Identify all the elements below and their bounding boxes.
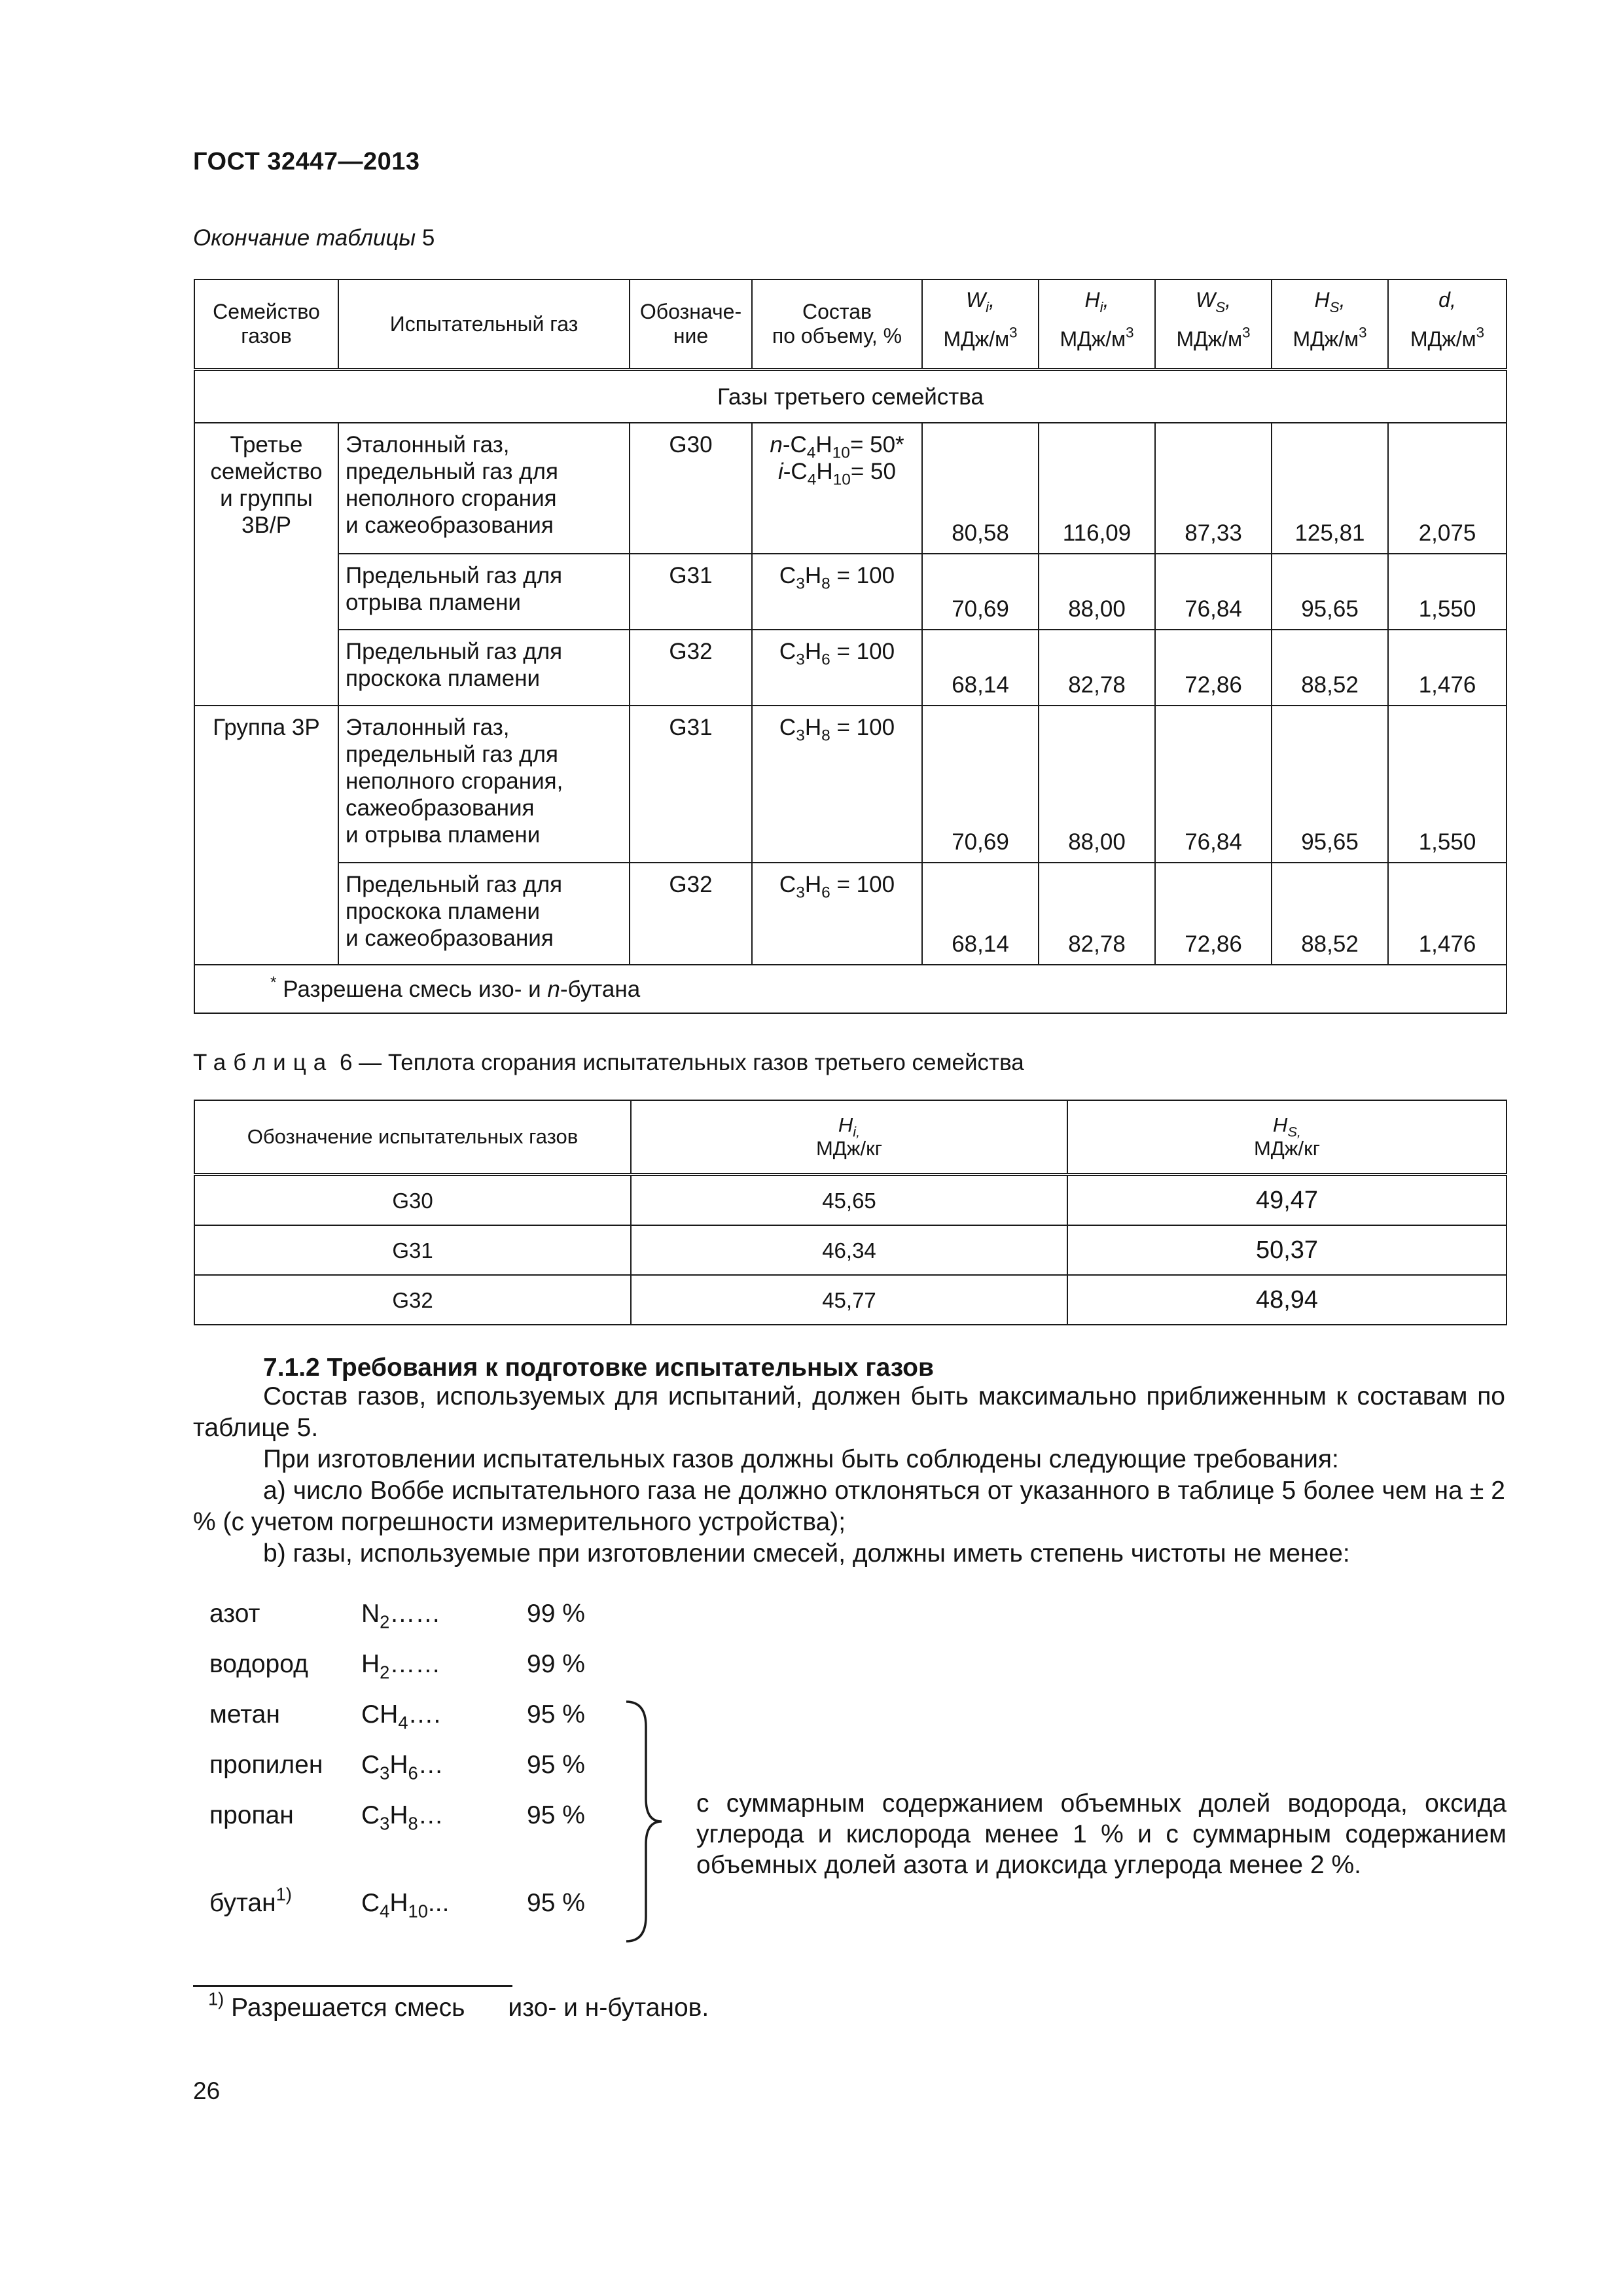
table5-value-cell: 72,86: [1155, 630, 1272, 706]
table-row: [194, 554, 1507, 630]
purity-name: пропан: [209, 1801, 294, 1829]
table5-code-cell: G32: [630, 630, 752, 706]
table-row: [194, 1275, 1507, 1325]
table5-value-cell: 1,550: [1388, 706, 1507, 863]
table5-value-cell: 1,476: [1388, 630, 1507, 706]
table6-header-hi: $H_{i,}$ МДж/кг: [631, 1100, 1067, 1175]
table5-header-hi: $H_i$, МДж/$м^3$: [1039, 279, 1155, 370]
table5-comp-cell: $C_3H_8 = 100$: [752, 554, 922, 630]
table5-caption-number: 5: [416, 225, 435, 251]
table-row: [194, 706, 1507, 863]
table-row: [194, 630, 1507, 706]
table5-gas-cell: Эталонный газ, предельный газ для неполного сгорания, сажеобразования и отрыва пламени: [338, 706, 630, 863]
table5-gas-cell: Предельный газ для проскока пламени и сажеобразования: [338, 863, 630, 965]
table5-section-row: [194, 370, 1507, 423]
purity-value: 95 %: [527, 1889, 585, 1917]
table6-code-cell: G32: [194, 1275, 631, 1325]
table5-footnote: * Разрешена смесь изо- и n-бутана: [194, 965, 1507, 1013]
table5-header-d: d, МДж/$м^3$: [1388, 279, 1507, 370]
table6-caption-label: Таблица: [193, 1050, 334, 1075]
purity-value: 95 %: [527, 1751, 585, 1779]
table5-value-cell: 116,09: [1039, 423, 1155, 554]
curly-brace-icon: [625, 1700, 664, 1943]
table6-caption: [193, 1050, 1024, 1076]
table5-gas-cell: Предельный газ для отрыва пламени: [338, 554, 630, 630]
document-header: ГОСТ 32447—2013: [193, 148, 420, 175]
table5-value-cell: 1,550: [1388, 554, 1507, 630]
table6-hi-cell: 46,34: [631, 1225, 1067, 1275]
table5-value-cell: 95,65: [1272, 554, 1388, 630]
table5-value-cell: 125,81: [1272, 423, 1388, 554]
table6-hs-cell: 49,47: [1067, 1175, 1507, 1226]
table5-value-cell: 76,84: [1155, 554, 1272, 630]
table-row: [194, 1175, 1507, 1226]
table6-hi-cell: 45,77: [631, 1275, 1067, 1325]
purity-value: 95 %: [527, 1801, 585, 1829]
table6-hs-cell: 48,94: [1067, 1275, 1507, 1325]
table6-code-cell: G30: [194, 1175, 631, 1226]
table5-header-code: Обозначе- ние: [630, 279, 752, 370]
table5-caption: [193, 225, 435, 251]
paragraph-purity: b) газы, используемые при изготовлении смесей, должны иметь степень чистоты не менее:: [263, 1539, 1350, 1568]
purity-name: бутан$^{1)}$: [209, 1884, 292, 1917]
table5-value-cell: 2,075: [1388, 423, 1507, 554]
table5-value-cell: 68,14: [922, 863, 1039, 965]
purity-value: 95 %: [527, 1700, 585, 1729]
purity-formula: $C_4H_{10}$...: [361, 1889, 450, 1922]
purity-name: метан: [209, 1700, 280, 1729]
table5-comp-cell: $C_3H_8 = 100$: [752, 706, 922, 863]
purity-name: пропилен: [209, 1751, 323, 1779]
table-row: [194, 423, 1507, 554]
table5-family-3p: Группа 3P: [194, 706, 338, 965]
paragraph-composition: Состав газов, используемых для испытаний, должен быть максимально приближенным к составам по таблице 5.: [193, 1382, 1505, 1442]
table5-value-cell: 82,78: [1039, 863, 1155, 965]
table5-header-composition: Состав по объему, %: [752, 279, 922, 370]
purity-formula: $CH_4\dots$.: [361, 1700, 441, 1733]
table5-comp-cell: $n-C_4H_{10}= 50*$ $i-C_4H_{10}= 50$: [752, 423, 922, 554]
table5-header-wi: $W_i$, МДж/$м^3$: [922, 279, 1039, 370]
table5-header-row: [194, 279, 1507, 370]
table5-value-cell: 1,476: [1388, 863, 1507, 965]
table5-value-cell: 68,14: [922, 630, 1039, 706]
paragraph-wobbe: а) число Воббе испытательного газа не должно отклоняться от указанного в таблице 5 более чем на ± 2 % (с учетом погрешности измерительного устройства);: [193, 1477, 1505, 1536]
table5-code-cell: G30: [630, 423, 752, 554]
footnote: $^{1)}$ Разрешается смесь изо- и н-бутанов.: [208, 1988, 709, 2022]
table6-hs-cell: 50,37: [1067, 1225, 1507, 1275]
table5-value-cell: 87,33: [1155, 423, 1272, 554]
table5-code-cell: G32: [630, 863, 752, 965]
page-number: 26: [193, 2077, 221, 2104]
table6-code-cell: G31: [194, 1225, 631, 1275]
table5-section-title: Газы третьего семейства: [194, 370, 1507, 423]
table5-value-cell: 70,69: [922, 706, 1039, 863]
table5-value-cell: 88,00: [1039, 554, 1155, 630]
table5-value-cell: 88,00: [1039, 706, 1155, 863]
table5-family-3bp: Третье семейство и группы 3B/P: [194, 423, 338, 706]
table5-gas-cell: Эталонный газ, предельный газ для неполного сгорания и сажеобразования: [338, 423, 630, 554]
purity-brace-note: с суммарным содержанием объемных долей водорода, оксида углерода и кислорода менее 1 % и с суммарным содержанием объемных долей азота и диоксида углерода менее 2 %.: [696, 1789, 1507, 1879]
purity-formula: $C_3H_6\dots$: [361, 1751, 444, 1784]
table5-value-cell: 82,78: [1039, 630, 1155, 706]
table5-comp-cell: $C_3H_6 = 100$: [752, 630, 922, 706]
table5-value-cell: 95,65: [1272, 706, 1388, 863]
table6: [194, 1100, 1507, 1325]
table5-value-cell: 76,84: [1155, 706, 1272, 863]
table5-header-family: Семейство газов: [194, 279, 338, 370]
table5-code-cell: G31: [630, 554, 752, 630]
table5-comp-cell: $C_3H_6 = 100$: [752, 863, 922, 965]
table5-footnote-row: [194, 965, 1507, 1013]
table5-code-cell: G31: [630, 706, 752, 863]
table5-caption-text: Окончание таблицы: [193, 225, 416, 251]
purity-name: водород: [209, 1650, 308, 1678]
table5-header-gas: Испытательный газ: [338, 279, 630, 370]
purity-name: азот: [209, 1600, 260, 1628]
purity-formula: $N_2\dots\dots$: [361, 1600, 441, 1632]
paragraph-requirements: При изготовлении испытательных газов должны быть соблюдены следующие требования:: [263, 1445, 1339, 1473]
footnote-divider: [193, 1985, 512, 1987]
purity-value: 99 %: [527, 1600, 585, 1628]
table5-gas-cell: Предельный газ для проскока пламени: [338, 630, 630, 706]
table5-header-ws: $W_S$, МДж/$м^3$: [1155, 279, 1272, 370]
table5-value-cell: 88,52: [1272, 630, 1388, 706]
section-title: 7.1.2 Требования к подготовке испытательных газов: [263, 1354, 934, 1382]
table-row: [194, 863, 1507, 965]
table6-header-code: Обозначение испытательных газов: [194, 1100, 631, 1175]
table6-header-row: [194, 1100, 1507, 1175]
table6-hi-cell: 45,65: [631, 1175, 1067, 1226]
table5-value-cell: 88,52: [1272, 863, 1388, 965]
table5-value-cell: 70,69: [922, 554, 1039, 630]
table5-value-cell: 80,58: [922, 423, 1039, 554]
table5: [194, 279, 1507, 1014]
table-row: [194, 1225, 1507, 1275]
purity-formula: $H_2\dots\dots$: [361, 1650, 441, 1683]
table6-header-hs: $H_{S,}$ МДж/кг: [1067, 1100, 1507, 1175]
purity-formula: $C_3H_8\dots$: [361, 1801, 444, 1834]
table5-value-cell: 72,86: [1155, 863, 1272, 965]
table6-caption-text: 6 — Теплота сгорания испытательных газов третьего семейства: [333, 1050, 1024, 1075]
purity-value: 99 %: [527, 1650, 585, 1678]
table5-header-hs: $H_S$, МДж/$м^3$: [1272, 279, 1388, 370]
